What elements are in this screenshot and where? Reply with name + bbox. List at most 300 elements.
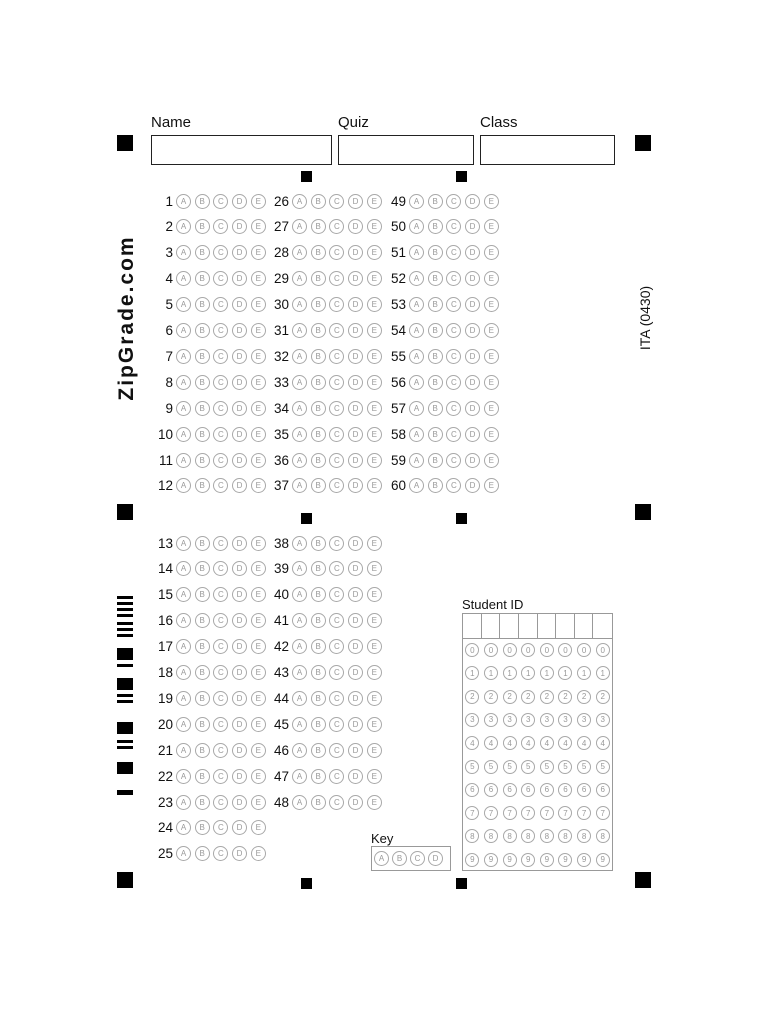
answer-bubble-b[interactable]: B	[428, 427, 443, 442]
answer-bubble-e[interactable]: E	[251, 743, 266, 758]
answer-bubble-d[interactable]: D	[348, 323, 363, 338]
answer-bubble-d[interactable]: D	[232, 297, 247, 312]
answer-bubble-d[interactable]: D	[232, 587, 247, 602]
student-id-bubble[interactable]: 0	[521, 643, 535, 657]
answer-bubble-b[interactable]: B	[311, 323, 326, 338]
answer-bubble-a[interactable]: A	[409, 194, 424, 209]
answer-bubble-d[interactable]: D	[348, 375, 363, 390]
answer-bubble-c[interactable]: C	[213, 587, 228, 602]
answer-bubble-b[interactable]: B	[311, 769, 326, 784]
answer-bubble-b[interactable]: B	[311, 665, 326, 680]
answer-bubble-b[interactable]: B	[428, 271, 443, 286]
student-id-bubble[interactable]: 3	[503, 713, 517, 727]
answer-bubble-c[interactable]: C	[329, 691, 344, 706]
answer-bubble-a[interactable]: A	[292, 427, 307, 442]
student-id-bubble[interactable]: 0	[558, 643, 572, 657]
answer-bubble-b[interactable]: B	[311, 743, 326, 758]
answer-bubble-a[interactable]: A	[176, 769, 191, 784]
answer-bubble-b[interactable]: B	[195, 297, 210, 312]
answer-bubble-e[interactable]: E	[251, 453, 266, 468]
answer-bubble-b[interactable]: B	[311, 478, 326, 493]
student-id-bubble[interactable]: 1	[521, 666, 535, 680]
answer-bubble-b[interactable]: B	[311, 453, 326, 468]
student-id-bubble[interactable]: 9	[540, 853, 554, 867]
student-id-bubble[interactable]: 5	[577, 760, 591, 774]
student-id-bubble[interactable]: 3	[484, 713, 498, 727]
answer-bubble-e[interactable]: E	[484, 271, 499, 286]
answer-bubble-c[interactable]: C	[213, 323, 228, 338]
answer-bubble-b[interactable]: B	[311, 587, 326, 602]
answer-bubble-c[interactable]: C	[446, 323, 461, 338]
answer-bubble-c[interactable]: C	[213, 478, 228, 493]
answer-bubble-c[interactable]: C	[446, 271, 461, 286]
answer-bubble-c[interactable]: C	[329, 613, 344, 628]
answer-bubble-d[interactable]: D	[232, 691, 247, 706]
answer-bubble-c[interactable]: C	[213, 453, 228, 468]
answer-bubble-e[interactable]: E	[367, 561, 382, 576]
answer-bubble-d[interactable]: D	[232, 323, 247, 338]
answer-bubble-d[interactable]: D	[465, 271, 480, 286]
answer-bubble-e[interactable]: E	[367, 691, 382, 706]
answer-bubble-c[interactable]: C	[446, 219, 461, 234]
answer-bubble-b[interactable]: B	[195, 769, 210, 784]
answer-bubble-e[interactable]: E	[484, 349, 499, 364]
answer-bubble-d[interactable]: D	[232, 639, 247, 654]
answer-bubble-a[interactable]: A	[292, 194, 307, 209]
answer-bubble-a[interactable]: A	[409, 245, 424, 260]
student-id-bubble[interactable]: 5	[521, 760, 535, 774]
answer-bubble-a[interactable]: A	[292, 245, 307, 260]
student-id-writein-cell[interactable]	[575, 614, 594, 639]
answer-bubble-e[interactable]: E	[367, 613, 382, 628]
answer-bubble-e[interactable]: E	[251, 665, 266, 680]
answer-bubble-d[interactable]: D	[348, 717, 363, 732]
answer-bubble-e[interactable]: E	[251, 846, 266, 861]
student-id-bubble[interactable]: 5	[540, 760, 554, 774]
student-id-bubble[interactable]: 2	[558, 690, 572, 704]
answer-bubble-e[interactable]: E	[367, 639, 382, 654]
answer-bubble-a[interactable]: A	[292, 613, 307, 628]
answer-bubble-d[interactable]: D	[232, 613, 247, 628]
answer-bubble-a[interactable]: A	[176, 427, 191, 442]
student-id-bubble[interactable]: 3	[465, 713, 479, 727]
student-id-bubble[interactable]: 4	[465, 736, 479, 750]
answer-bubble-e[interactable]: E	[367, 427, 382, 442]
answer-bubble-e[interactable]: E	[251, 561, 266, 576]
student-id-bubble[interactable]: 2	[465, 690, 479, 704]
answer-bubble-c[interactable]: C	[213, 665, 228, 680]
student-id-bubble[interactable]: 6	[503, 783, 517, 797]
answer-bubble-c[interactable]: C	[213, 795, 228, 810]
answer-bubble-e[interactable]: E	[367, 401, 382, 416]
answer-bubble-a[interactable]: A	[176, 717, 191, 732]
student-id-bubble[interactable]: 9	[465, 853, 479, 867]
answer-bubble-d[interactable]: D	[348, 769, 363, 784]
answer-bubble-c[interactable]: C	[213, 717, 228, 732]
student-id-bubble[interactable]: 1	[540, 666, 554, 680]
answer-bubble-c[interactable]: C	[329, 453, 344, 468]
answer-bubble-b[interactable]: B	[428, 453, 443, 468]
student-id-bubble[interactable]: 8	[484, 829, 498, 843]
answer-bubble-a[interactable]: A	[292, 691, 307, 706]
answer-bubble-e[interactable]: E	[367, 665, 382, 680]
answer-bubble-a[interactable]: A	[292, 478, 307, 493]
answer-bubble-d[interactable]: D	[348, 245, 363, 260]
answer-bubble-c[interactable]: C	[329, 219, 344, 234]
answer-bubble-c[interactable]: C	[213, 820, 228, 835]
key-bubble-b[interactable]: B	[392, 851, 407, 866]
answer-bubble-d[interactable]: D	[232, 271, 247, 286]
answer-bubble-c[interactable]: C	[329, 271, 344, 286]
answer-bubble-e[interactable]: E	[251, 349, 266, 364]
answer-bubble-d[interactable]: D	[465, 219, 480, 234]
answer-bubble-c[interactable]: C	[446, 401, 461, 416]
answer-bubble-c[interactable]: C	[329, 639, 344, 654]
student-id-bubble[interactable]: 3	[521, 713, 535, 727]
answer-bubble-c[interactable]: C	[213, 639, 228, 654]
key-bubble-d[interactable]: D	[428, 851, 443, 866]
student-id-bubble[interactable]: 4	[577, 736, 591, 750]
answer-bubble-c[interactable]: C	[446, 478, 461, 493]
answer-bubble-c[interactable]: C	[329, 427, 344, 442]
student-id-bubble[interactable]: 1	[465, 666, 479, 680]
answer-bubble-d[interactable]: D	[465, 323, 480, 338]
answer-bubble-e[interactable]: E	[367, 375, 382, 390]
answer-bubble-b[interactable]: B	[195, 795, 210, 810]
answer-bubble-c[interactable]: C	[213, 271, 228, 286]
student-id-bubble[interactable]: 5	[465, 760, 479, 774]
student-id-bubble[interactable]: 7	[503, 806, 517, 820]
answer-bubble-e[interactable]: E	[367, 297, 382, 312]
answer-bubble-d[interactable]: D	[348, 349, 363, 364]
answer-bubble-e[interactable]: E	[484, 245, 499, 260]
answer-bubble-d[interactable]: D	[465, 375, 480, 390]
answer-bubble-d[interactable]: D	[348, 194, 363, 209]
answer-bubble-a[interactable]: A	[409, 271, 424, 286]
answer-bubble-a[interactable]: A	[176, 375, 191, 390]
answer-bubble-e[interactable]: E	[367, 769, 382, 784]
answer-bubble-d[interactable]: D	[348, 639, 363, 654]
answer-bubble-a[interactable]: A	[292, 323, 307, 338]
student-id-bubble[interactable]: 7	[540, 806, 554, 820]
name-field[interactable]	[151, 135, 332, 165]
student-id-bubble[interactable]: 1	[484, 666, 498, 680]
answer-bubble-e[interactable]: E	[367, 453, 382, 468]
answer-bubble-b[interactable]: B	[195, 613, 210, 628]
student-id-bubble[interactable]: 8	[540, 829, 554, 843]
student-id-bubble[interactable]: 2	[596, 690, 610, 704]
answer-bubble-a[interactable]: A	[176, 453, 191, 468]
answer-bubble-a[interactable]: A	[292, 271, 307, 286]
answer-bubble-e[interactable]: E	[251, 427, 266, 442]
answer-bubble-e[interactable]: E	[251, 820, 266, 835]
answer-bubble-e[interactable]: E	[484, 427, 499, 442]
answer-bubble-d[interactable]: D	[232, 478, 247, 493]
student-id-bubble[interactable]: 7	[596, 806, 610, 820]
student-id-bubble[interactable]: 3	[558, 713, 572, 727]
answer-bubble-c[interactable]: C	[213, 245, 228, 260]
answer-bubble-b[interactable]: B	[195, 846, 210, 861]
answer-bubble-d[interactable]: D	[348, 665, 363, 680]
answer-bubble-c[interactable]: C	[329, 769, 344, 784]
answer-bubble-c[interactable]: C	[329, 561, 344, 576]
answer-bubble-a[interactable]: A	[176, 271, 191, 286]
answer-bubble-e[interactable]: E	[367, 219, 382, 234]
answer-bubble-b[interactable]: B	[311, 194, 326, 209]
answer-bubble-e[interactable]: E	[367, 478, 382, 493]
answer-bubble-c[interactable]: C	[329, 375, 344, 390]
answer-bubble-e[interactable]: E	[251, 691, 266, 706]
student-id-bubble[interactable]: 9	[503, 853, 517, 867]
answer-bubble-d[interactable]: D	[348, 561, 363, 576]
student-id-bubble[interactable]: 6	[465, 783, 479, 797]
answer-bubble-a[interactable]: A	[176, 219, 191, 234]
answer-bubble-a[interactable]: A	[292, 717, 307, 732]
answer-bubble-a[interactable]: A	[292, 587, 307, 602]
answer-bubble-b[interactable]: B	[428, 349, 443, 364]
student-id-bubble[interactable]: 4	[540, 736, 554, 750]
answer-bubble-b[interactable]: B	[311, 717, 326, 732]
student-id-writein-cell[interactable]	[500, 614, 519, 639]
answer-bubble-c[interactable]: C	[329, 323, 344, 338]
student-id-bubble[interactable]: 2	[484, 690, 498, 704]
answer-bubble-e[interactable]: E	[251, 478, 266, 493]
answer-bubble-b[interactable]: B	[195, 349, 210, 364]
answer-bubble-e[interactable]: E	[251, 194, 266, 209]
answer-bubble-d[interactable]: D	[232, 561, 247, 576]
answer-bubble-a[interactable]: A	[409, 427, 424, 442]
answer-bubble-b[interactable]: B	[428, 297, 443, 312]
answer-bubble-e[interactable]: E	[484, 297, 499, 312]
answer-bubble-e[interactable]: E	[367, 323, 382, 338]
answer-bubble-a[interactable]: A	[176, 613, 191, 628]
answer-bubble-d[interactable]: D	[232, 717, 247, 732]
answer-bubble-b[interactable]: B	[195, 453, 210, 468]
answer-bubble-b[interactable]: B	[311, 561, 326, 576]
answer-bubble-e[interactable]: E	[251, 639, 266, 654]
answer-bubble-b[interactable]: B	[311, 271, 326, 286]
answer-bubble-a[interactable]: A	[292, 639, 307, 654]
student-id-bubble[interactable]: 4	[521, 736, 535, 750]
answer-bubble-e[interactable]: E	[367, 717, 382, 732]
answer-bubble-e[interactable]: E	[367, 743, 382, 758]
answer-bubble-c[interactable]: C	[446, 453, 461, 468]
student-id-bubble[interactable]: 1	[558, 666, 572, 680]
answer-bubble-d[interactable]: D	[348, 427, 363, 442]
answer-bubble-d[interactable]: D	[465, 245, 480, 260]
answer-bubble-c[interactable]: C	[213, 613, 228, 628]
answer-bubble-a[interactable]: A	[176, 691, 191, 706]
class-field[interactable]	[480, 135, 615, 165]
answer-bubble-c[interactable]: C	[446, 375, 461, 390]
student-id-bubble[interactable]: 1	[503, 666, 517, 680]
answer-bubble-a[interactable]: A	[176, 349, 191, 364]
answer-bubble-d[interactable]: D	[348, 691, 363, 706]
answer-bubble-a[interactable]: A	[409, 323, 424, 338]
student-id-bubble[interactable]: 9	[484, 853, 498, 867]
answer-bubble-b[interactable]: B	[311, 536, 326, 551]
answer-bubble-b[interactable]: B	[195, 820, 210, 835]
answer-bubble-a[interactable]: A	[292, 536, 307, 551]
answer-bubble-b[interactable]: B	[428, 323, 443, 338]
answer-bubble-c[interactable]: C	[213, 561, 228, 576]
answer-bubble-b[interactable]: B	[428, 219, 443, 234]
answer-bubble-a[interactable]: A	[409, 349, 424, 364]
student-id-bubble[interactable]: 6	[596, 783, 610, 797]
answer-bubble-b[interactable]: B	[195, 478, 210, 493]
answer-bubble-e[interactable]: E	[251, 587, 266, 602]
answer-bubble-c[interactable]: C	[329, 297, 344, 312]
answer-bubble-a[interactable]: A	[176, 401, 191, 416]
student-id-bubble[interactable]: 7	[521, 806, 535, 820]
answer-bubble-c[interactable]: C	[213, 219, 228, 234]
answer-bubble-a[interactable]: A	[176, 846, 191, 861]
student-id-bubble[interactable]: 0	[577, 643, 591, 657]
answer-bubble-b[interactable]: B	[311, 349, 326, 364]
student-id-bubble[interactable]: 3	[577, 713, 591, 727]
student-id-bubble[interactable]: 9	[596, 853, 610, 867]
answer-bubble-d[interactable]: D	[348, 743, 363, 758]
answer-bubble-d[interactable]: D	[232, 743, 247, 758]
student-id-bubble[interactable]: 5	[596, 760, 610, 774]
answer-bubble-d[interactable]: D	[232, 795, 247, 810]
key-bubble-a[interactable]: A	[374, 851, 389, 866]
answer-bubble-d[interactable]: D	[232, 846, 247, 861]
answer-bubble-d[interactable]: D	[232, 219, 247, 234]
answer-bubble-b[interactable]: B	[195, 691, 210, 706]
answer-bubble-d[interactable]: D	[348, 613, 363, 628]
answer-bubble-d[interactable]: D	[348, 297, 363, 312]
student-id-bubble[interactable]: 6	[521, 783, 535, 797]
answer-bubble-b[interactable]: B	[428, 478, 443, 493]
student-id-bubble[interactable]: 0	[465, 643, 479, 657]
answer-bubble-e[interactable]: E	[484, 401, 499, 416]
answer-bubble-c[interactable]: C	[213, 349, 228, 364]
student-id-bubble[interactable]: 4	[558, 736, 572, 750]
answer-bubble-e[interactable]: E	[484, 194, 499, 209]
student-id-bubble[interactable]: 7	[558, 806, 572, 820]
quiz-field[interactable]	[338, 135, 474, 165]
answer-bubble-c[interactable]: C	[329, 717, 344, 732]
answer-bubble-e[interactable]: E	[367, 349, 382, 364]
student-id-bubble[interactable]: 2	[577, 690, 591, 704]
answer-bubble-c[interactable]: C	[213, 375, 228, 390]
answer-bubble-c[interactable]: C	[329, 795, 344, 810]
answer-bubble-a[interactable]: A	[176, 478, 191, 493]
answer-bubble-e[interactable]: E	[484, 323, 499, 338]
answer-bubble-d[interactable]: D	[348, 587, 363, 602]
answer-bubble-e[interactable]: E	[251, 401, 266, 416]
answer-bubble-c[interactable]: C	[213, 743, 228, 758]
student-id-writein-cell[interactable]	[519, 614, 538, 639]
answer-bubble-a[interactable]: A	[292, 349, 307, 364]
answer-bubble-b[interactable]: B	[311, 427, 326, 442]
answer-bubble-c[interactable]: C	[213, 194, 228, 209]
answer-bubble-d[interactable]: D	[348, 536, 363, 551]
answer-bubble-c[interactable]: C	[329, 536, 344, 551]
answer-bubble-a[interactable]: A	[292, 795, 307, 810]
answer-bubble-a[interactable]: A	[176, 665, 191, 680]
answer-bubble-d[interactable]: D	[232, 349, 247, 364]
student-id-bubble[interactable]: 6	[577, 783, 591, 797]
answer-bubble-a[interactable]: A	[409, 401, 424, 416]
answer-bubble-a[interactable]: A	[176, 639, 191, 654]
answer-bubble-b[interactable]: B	[195, 743, 210, 758]
student-id-bubble[interactable]: 4	[596, 736, 610, 750]
student-id-bubble[interactable]: 8	[558, 829, 572, 843]
answer-bubble-b[interactable]: B	[195, 665, 210, 680]
answer-bubble-e[interactable]: E	[367, 795, 382, 810]
answer-bubble-a[interactable]: A	[176, 795, 191, 810]
student-id-writein-cell[interactable]	[482, 614, 501, 639]
student-id-writein-cell[interactable]	[556, 614, 575, 639]
answer-bubble-c[interactable]: C	[213, 691, 228, 706]
answer-bubble-c[interactable]: C	[329, 665, 344, 680]
student-id-bubble[interactable]: 0	[503, 643, 517, 657]
answer-bubble-c[interactable]: C	[446, 427, 461, 442]
answer-bubble-a[interactable]: A	[292, 401, 307, 416]
answer-bubble-c[interactable]: C	[213, 297, 228, 312]
answer-bubble-b[interactable]: B	[195, 323, 210, 338]
answer-bubble-e[interactable]: E	[251, 536, 266, 551]
answer-bubble-e[interactable]: E	[251, 375, 266, 390]
answer-bubble-c[interactable]: C	[329, 743, 344, 758]
answer-bubble-e[interactable]: E	[251, 795, 266, 810]
student-id-bubble[interactable]: 0	[596, 643, 610, 657]
answer-bubble-c[interactable]: C	[329, 587, 344, 602]
answer-bubble-a[interactable]: A	[292, 665, 307, 680]
student-id-bubble[interactable]: 3	[540, 713, 554, 727]
answer-bubble-e[interactable]: E	[251, 323, 266, 338]
answer-bubble-c[interactable]: C	[329, 401, 344, 416]
answer-bubble-d[interactable]: D	[348, 795, 363, 810]
answer-bubble-a[interactable]: A	[176, 587, 191, 602]
answer-bubble-d[interactable]: D	[348, 453, 363, 468]
student-id-bubble[interactable]: 0	[484, 643, 498, 657]
answer-bubble-c[interactable]: C	[446, 245, 461, 260]
answer-bubble-b[interactable]: B	[311, 401, 326, 416]
answer-bubble-c[interactable]: C	[329, 349, 344, 364]
answer-bubble-a[interactable]: A	[292, 561, 307, 576]
student-id-bubble[interactable]: 8	[521, 829, 535, 843]
answer-bubble-a[interactable]: A	[409, 297, 424, 312]
answer-bubble-a[interactable]: A	[176, 297, 191, 312]
answer-bubble-d[interactable]: D	[232, 536, 247, 551]
answer-bubble-a[interactable]: A	[176, 536, 191, 551]
student-id-bubble[interactable]: 3	[596, 713, 610, 727]
answer-bubble-c[interactable]: C	[446, 194, 461, 209]
student-id-bubble[interactable]: 1	[596, 666, 610, 680]
student-id-writein-cell[interactable]	[463, 614, 482, 639]
answer-bubble-b[interactable]: B	[428, 194, 443, 209]
student-id-bubble[interactable]: 7	[484, 806, 498, 820]
student-id-bubble[interactable]: 8	[596, 829, 610, 843]
student-id-bubble[interactable]: 5	[503, 760, 517, 774]
answer-bubble-d[interactable]: D	[465, 194, 480, 209]
answer-bubble-d[interactable]: D	[232, 769, 247, 784]
answer-bubble-d[interactable]: D	[465, 297, 480, 312]
answer-bubble-e[interactable]: E	[484, 219, 499, 234]
answer-bubble-d[interactable]: D	[465, 427, 480, 442]
answer-bubble-d[interactable]: D	[348, 401, 363, 416]
answer-bubble-e[interactable]: E	[367, 271, 382, 286]
answer-bubble-d[interactable]: D	[232, 665, 247, 680]
answer-bubble-b[interactable]: B	[311, 297, 326, 312]
answer-bubble-a[interactable]: A	[409, 478, 424, 493]
student-id-bubble[interactable]: 9	[558, 853, 572, 867]
answer-bubble-b[interactable]: B	[195, 245, 210, 260]
answer-bubble-e[interactable]: E	[484, 478, 499, 493]
